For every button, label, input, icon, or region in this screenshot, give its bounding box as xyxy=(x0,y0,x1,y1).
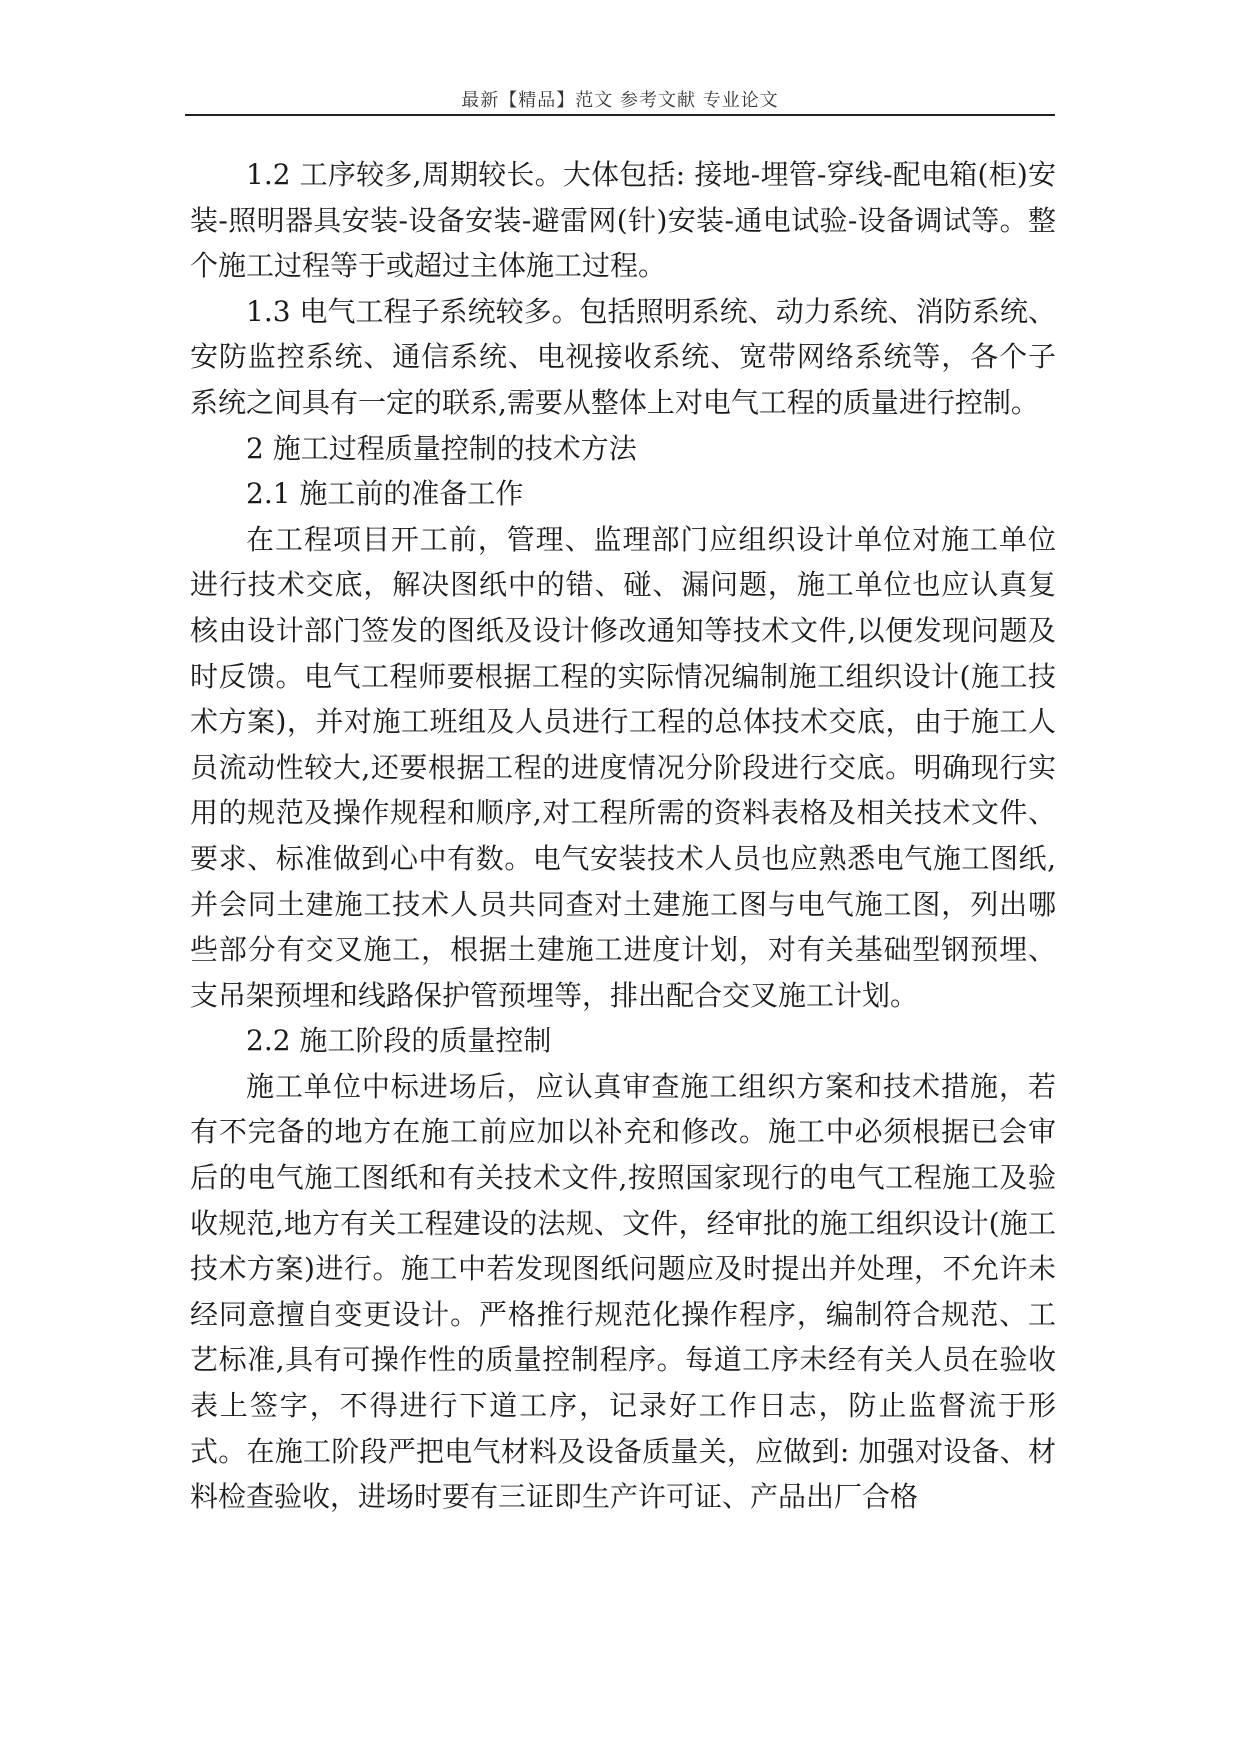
subsection-heading-2-2: 2.2 施工阶段的质量控制 xyxy=(246,1024,552,1058)
section-heading-2: 2 施工过程质量控制的技术方法 xyxy=(246,431,637,465)
paragraph-preparation: 在工程项目开工前，管理、监理部门应组织设计单位对施工单位进行技术交底，解决图纸中的错、碰、漏问题，施工单位也应认真复核由设计部门签发的图纸及设计修改通知等技术文件,以便发现问题及时反馈。电气工程师要根据工程的实际情况编制施工组织设计(施工技术方案)，并对施工班组及人员进行工程的总体技术交底，由于施工人员流动性较大,还要根据工程的进度情况分阶段进行交底。明确现行实用的规范及操作规程和顺序,对工程所需的资料表格及相关技术文件、要求、标准做到心中有数。电气安装技术人员也应熟悉电气施工图纸,并会同土建施工技术人员共同查对土建施工图与电气施工图，列出哪些部分有交叉施工，根据土建施工进度计划，对有关基础型钢预埋、支吊架预埋和线路保护管预埋等，排出配合交叉施工计划。 xyxy=(190,522,1056,1012)
paragraph-1-3: 1.3 电气工程子系统较多。包括照明系统、动力系统、消防系统、安防监控系统、通信系统、电视接收系统、宽带网络系统等，各个子系统之间具有一定的联系,需要从整体上对电气工程的质量进行控制。 xyxy=(190,294,1056,419)
document-body xyxy=(190,152,1056,1520)
page-header: 最新【精品】范文 参考文献 专业论文 xyxy=(461,90,779,111)
paragraph-construction-stage: 施工单位中标进场后，应认真审查施工组织方案和技术措施，若有不完备的地方在施工前应加以补充和修改。施工中必须根据已会审后的电气施工图纸和有关技术文件,按照国家现行的电气工程施工及验收规范,地方有关工程建设的法规、文件，经审批的施工组织设计(施工技术方案)进行。施工中若发现图纸问题应及时提出并处理，不允许未经同意擅自变更设计。严格推行规范化操作程序，编制符合规范、工艺标准,具有可操作性的质量控制程序。每道工序未经有关人员在验收表上签字，不得进行下道工序，记录好工作日志，防止监督流于形式。在施工阶段严把电气材料及设备质量关，应做到: 加强对设备、材料检查验收，进场时要有三证即生产许可证、产品出厂合格 xyxy=(190,1069,1056,1514)
paragraph-1-2: 1.2 工序较多,周期较长。大体包括: 接地-埋管-穿线-配电箱(柜)安装-照明器具安装-设备安装-避雷网(针)安装-通电试验-设备调试等。整个施工过程等于或超过主体施工过程。 xyxy=(190,158,1056,283)
header-rule xyxy=(185,114,1055,116)
subsection-heading-2-1: 2.1 施工前的准备工作 xyxy=(246,477,524,511)
